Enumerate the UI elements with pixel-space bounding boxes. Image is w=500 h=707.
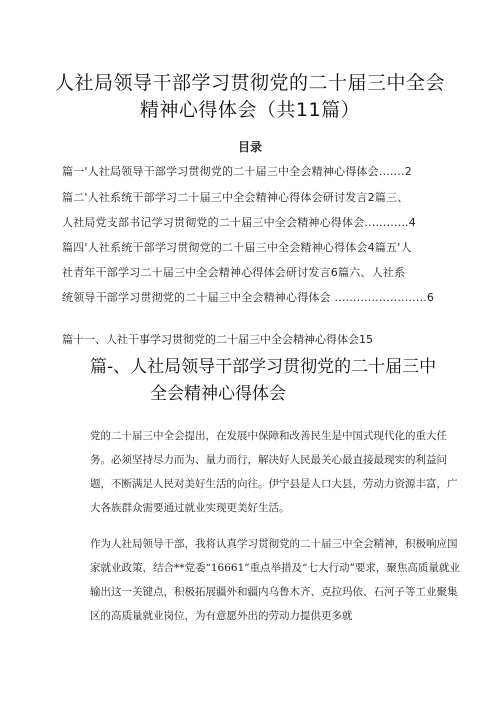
toc-line[interactable]: 社青年干部学习二十届三中全会精神心得体会研讨发言6篇六、人社系: [62, 266, 406, 279]
toc-heading: 目录: [237, 140, 262, 154]
toc-line[interactable]: 篇二'人社系统干部学习二十届三中全会精神心得体会研讨发言2篇三、: [62, 191, 409, 204]
toc-line[interactable]: 篇一'人社局领导干部学习贯彻党的二十届三中全会精神心得体会.......2: [62, 165, 412, 178]
body-paragraph-1: [90, 424, 462, 520]
body-paragraph-2: [90, 532, 462, 628]
toc-line[interactable]: 人社局党支部书记学习贯彻党的二十届三中全会精神心得体会............4: [62, 216, 416, 229]
document-title-line-1: 人社局领导干部学习贯彻党的二十届三中全会: [54, 72, 445, 94]
paragraph-2-text: 作为人社局领导干部，我将认真学习贯彻党的二十届三中全会精神，积极响应国家就业政策，结合**党委“16661”重点举措及“七大行动”要求，聚焦高质量就业输出这一关键点，积极拓展疆外和疆内乌鲁木齐、克拉玛依、石河子等工业聚集区的高质量就业岗位，为有意愿外出的劳动力提供更多就: [90, 538, 460, 622]
document-title-line-2: 精神心得体会（共11篇）: [139, 99, 361, 121]
paragraph-1-text: 党的二十届三中全会提出，在发展中保障和改善民生是中国式现代化的重大任务。必须坚持尽力而为、量力而行，解决好人民最关心最直接最现实的利益问题，不断满足人民对美好生活的向往。伊宁县是人口大县，劳动力资源丰富，广大各族群众需要通过就业实现更美好生活。: [90, 430, 458, 514]
toc-line[interactable]: 统领导干部学习贯彻党的二十届三中全会精神心得体会 .........................6: [62, 291, 435, 304]
toc-line[interactable]: 篇四'人社系统干部学习贯彻党的二十届三中全会精神心得体会4篇五'人: [62, 241, 412, 254]
toc-line-item-11[interactable]: 篇十一、人社干事学习贯彻党的二十届三中全会精神心得体会15: [62, 333, 373, 346]
section-heading-line-1: 篇-、人社局领导干部学习贯彻党的二十届三中: [90, 357, 437, 377]
section-heading-line-2: 全会精神心得体会: [150, 384, 286, 404]
